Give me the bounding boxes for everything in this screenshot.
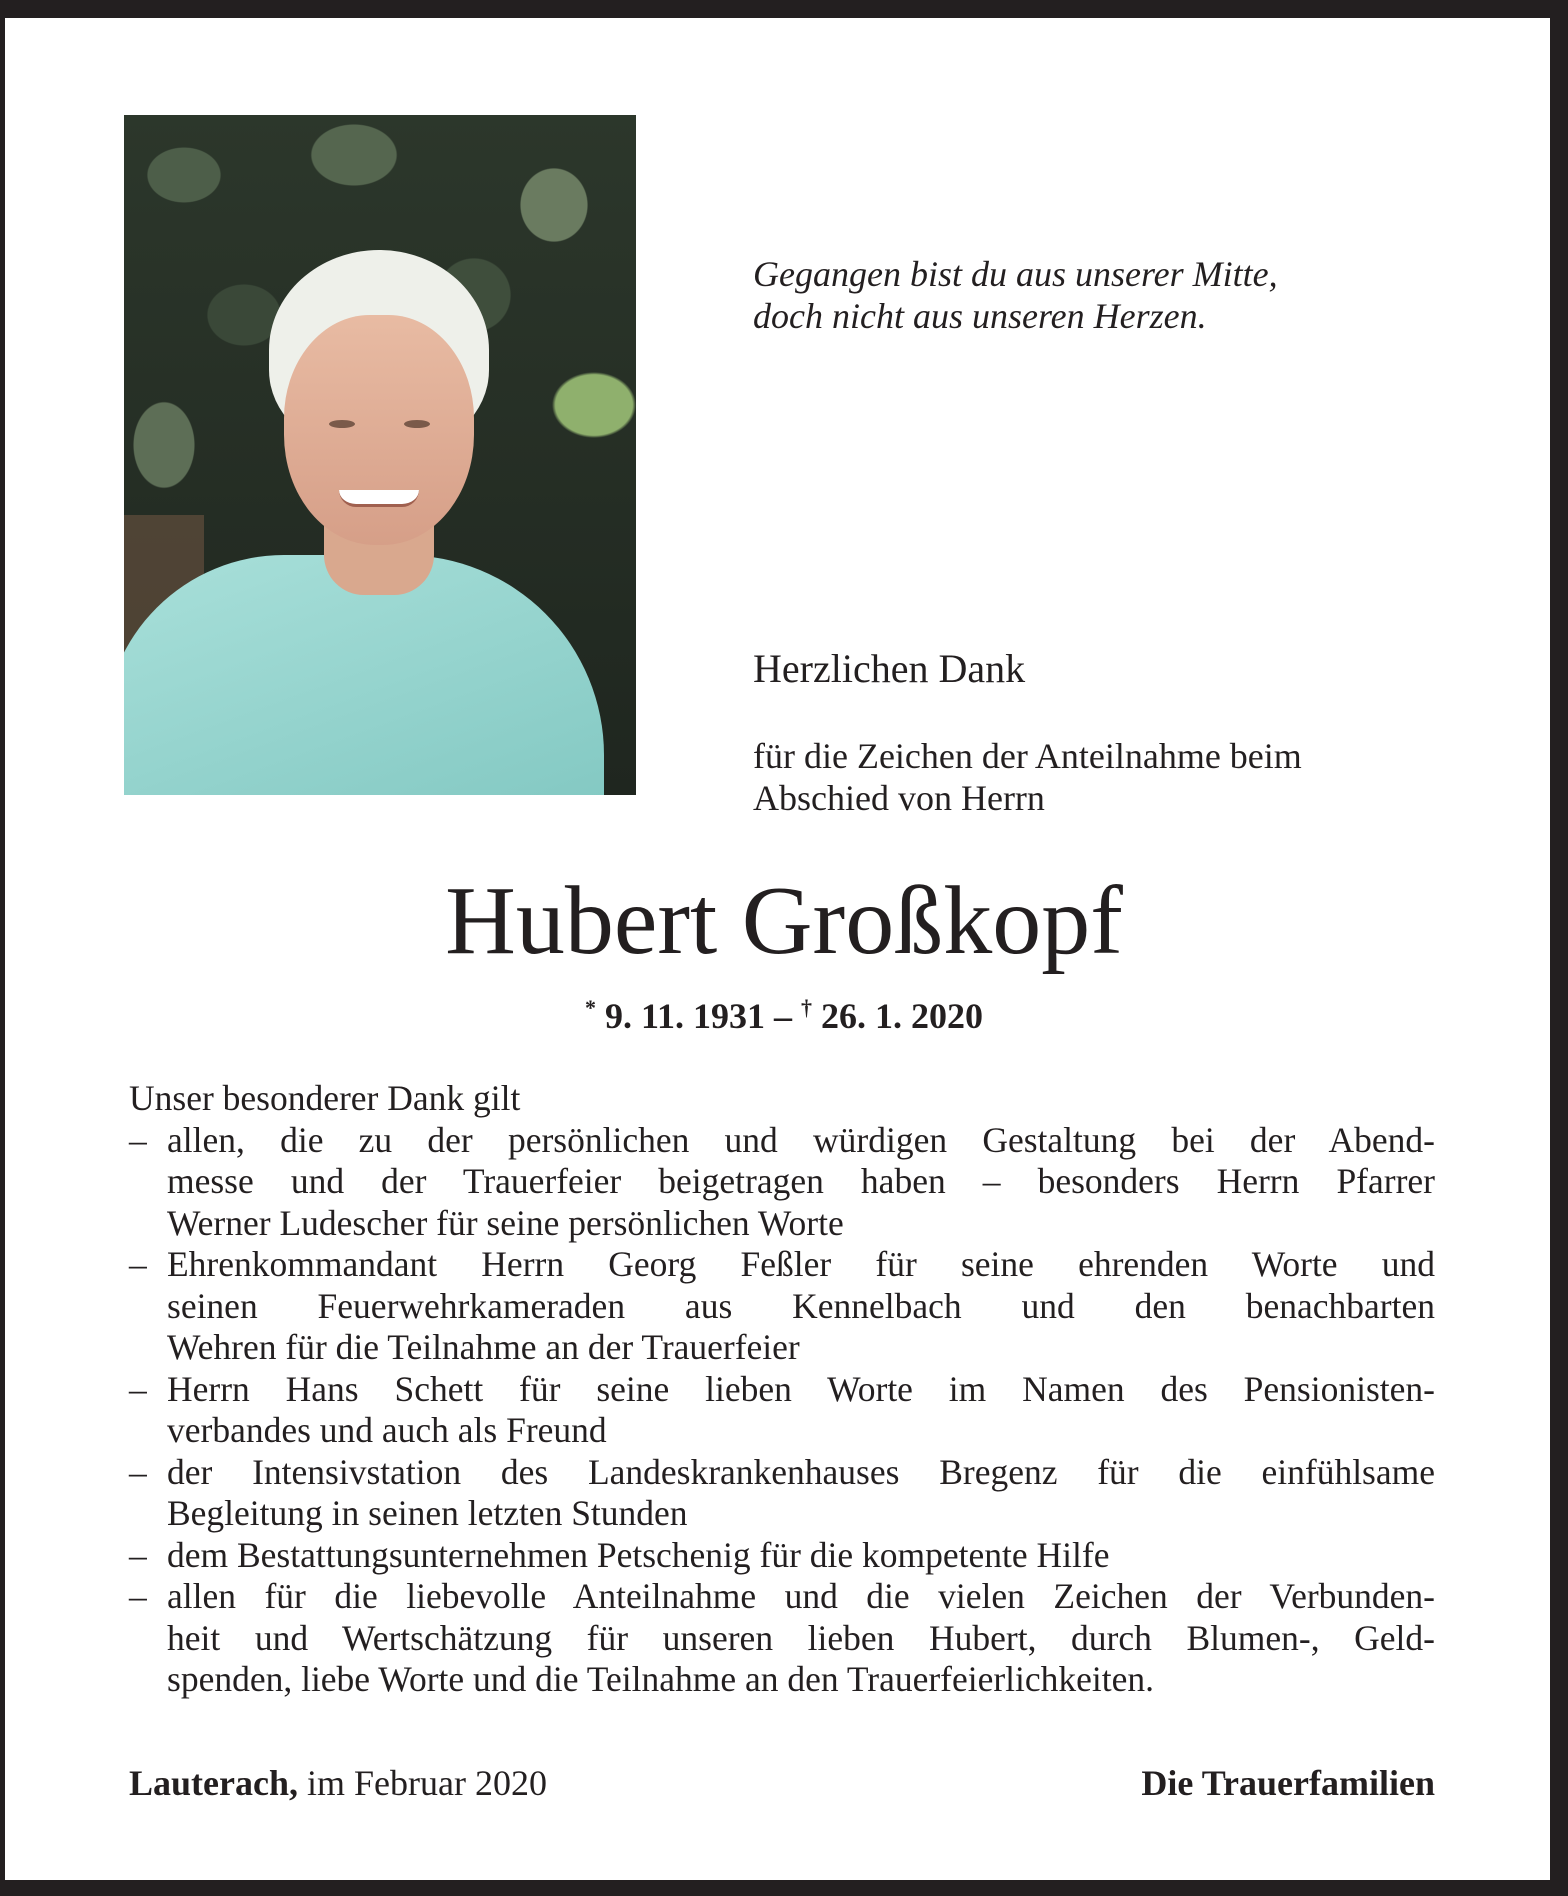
footer (129, 1762, 1435, 1804)
signature: Die Trauerfamilien (1141, 1763, 1435, 1803)
list-item-line: seinen Feuerwehrkameraden aus Kennelbach und den benachbarten (167, 1285, 1435, 1326)
list-item-line: dem Bestattungsunternehmen Petschenig für die kompetente Hilfe (167, 1534, 1110, 1575)
list-item (129, 1452, 1435, 1535)
list-item-line: heit und Wertschätzung für unseren lieben Hubert, durch Blumen-, Geld- (167, 1617, 1435, 1658)
list-item (129, 1244, 1435, 1369)
life-dates: * 9. 11. 1931 – † 26. 1. 2020 (584, 995, 983, 1036)
intro-line: Unser besonderer Dank gilt (129, 1078, 521, 1118)
memorial-quote: Gegangen bist du aus unserer Mitte, doch nicht aus unseren Herzen. (753, 254, 1278, 336)
thanks-list (129, 1120, 1435, 1701)
list-item-line: verbandes und auch als Freund (167, 1410, 607, 1450)
list-item-line: Ehrenkommandant Herrn Georg Feßler für seine ehrenden Worte und (167, 1244, 1435, 1284)
list-item-line: Werner Ludescher für seine persönlichen Worte (167, 1202, 844, 1243)
dash-bullet: – (129, 1368, 147, 1409)
date: im Februar 2020 (306, 1763, 547, 1803)
list-item-line: spenden, liebe Worte und die Teilnahme an den Trauerfeierlichkeiten. (167, 1659, 1155, 1699)
deceased-name: Hubert Großkopf (445, 867, 1123, 975)
portrait-photo (124, 115, 636, 795)
list-item (129, 1535, 1435, 1577)
list-item-line: Begleitung in seinen letzten Stunden (167, 1493, 688, 1533)
list-item-line: Herrn Hans Schett für seine lieben Worte im Namen des Pensionisten- (167, 1368, 1435, 1409)
dash-bullet: – (129, 1451, 147, 1492)
thanks-body (129, 1078, 1435, 1701)
thanks-subtitle: für die Zeichen der Anteilnahme beim Abschied von Herrn (753, 736, 1302, 818)
list-item (129, 1120, 1435, 1245)
list-item-line: Wehren für die Teilnahme an der Trauerfeier (167, 1327, 800, 1367)
list-item (129, 1576, 1435, 1701)
list-item-line: messe und der Trauerfeier beigetragen haben – besonders Herrn Pfarrer (167, 1161, 1435, 1201)
thanks-heading: Herzlichen Dank (753, 646, 1026, 691)
dash-bullet: – (129, 1534, 147, 1575)
dash-bullet: – (129, 1244, 147, 1284)
dash-bullet: – (129, 1576, 147, 1616)
place: Lauterach, (129, 1763, 298, 1803)
list-item (129, 1369, 1435, 1452)
list-item-line: allen, die zu der persönlichen und würdigen Gestaltung bei der Abend- (167, 1119, 1435, 1160)
list-item-line: der Intensivstation des Landeskrankenhauses Bregenz für die einfühlsame (167, 1451, 1435, 1492)
dash-bullet: – (129, 1119, 147, 1160)
list-item-line: allen für die liebevolle Anteilnahme und die vielen Zeichen der Verbunden- (167, 1576, 1435, 1616)
